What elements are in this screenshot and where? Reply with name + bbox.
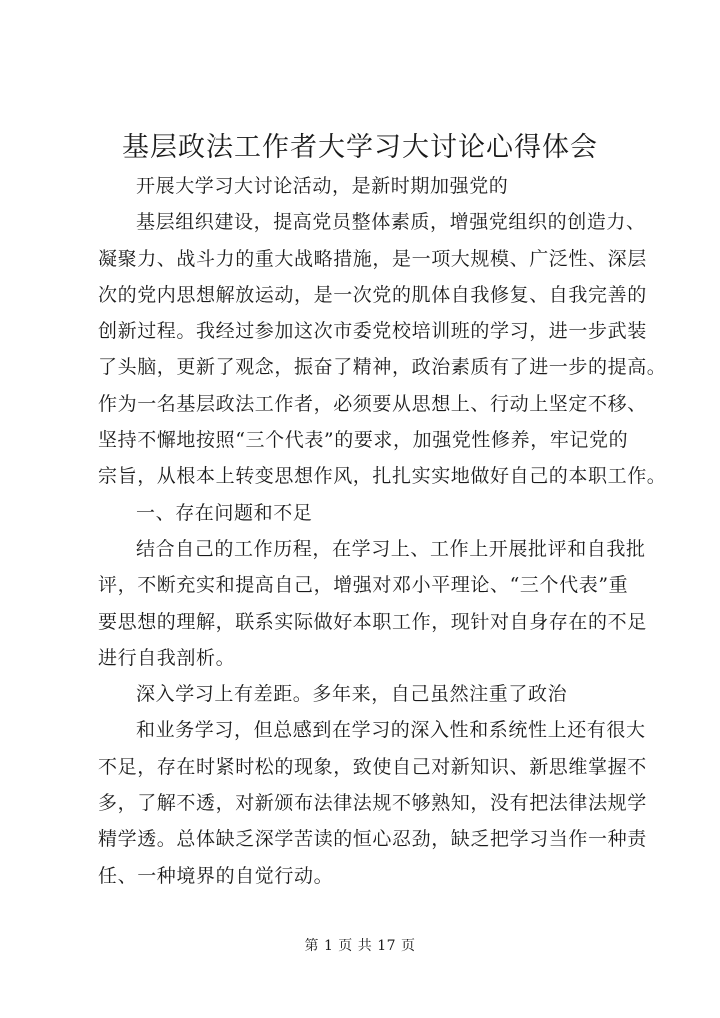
body-line: 创新过程。我经过参加这次市委党校培训班的学习，进一步武装: [98, 320, 647, 343]
body-line: 坚持不懈地按照“三个代表”的要求，加强党性修养，牢记党的: [98, 429, 629, 452]
page-footer: 第 1 页 共 17 页: [304, 938, 416, 954]
section-heading: 一、存在问题和不足: [136, 501, 313, 524]
body-line: 评，不断充实和提高自己，增强对邓小平理论、“三个代表”重: [98, 574, 629, 597]
body-line: 结合自己的工作历程，在学习上、工作上开展批评和自我批: [136, 537, 646, 560]
body-line: 宗旨，从根本上转变思想作风，扎扎实实地做好自己的本职工作。: [98, 465, 667, 488]
body-line: 多，了解不透，对新颁布法律法规不够熟知，没有把法律法规学: [98, 792, 647, 815]
body-line: 基层组织建设，提高党员整体素质，增强党组织的创造力、: [136, 211, 646, 234]
body-line: 次的党内思想解放运动，是一次党的肌体自我修复、自我完善的: [98, 283, 647, 306]
body-line: 任、一种境界的自觉行动。: [98, 864, 334, 887]
body-line: 开展大学习大讨论活动，是新时期加强党的: [136, 175, 509, 197]
document-body: [98, 168, 667, 894]
body-line: 不足，存在时紧时松的现象，致使自己对新知识、新思维掌握不: [98, 755, 647, 778]
body-line: 凝聚力、战斗力的重大战略措施，是一项大规模、广泛性、深层: [98, 247, 647, 270]
body-line: 要思想的理解，联系实际做好本职工作，现针对自身存在的不足: [98, 610, 647, 633]
document-title: 基层政法工作者大学习大讨论心得体会: [122, 132, 598, 163]
body-line: 进行自我剖析。: [98, 646, 236, 669]
body-line: 深入学习上有差距。多年来，自己虽然注重了政治: [136, 683, 568, 706]
body-line: 和业务学习，但总感到在学习的深入性和系统性上还有很大: [136, 719, 646, 742]
body-line: 精学透。总体缺乏深学苦读的恒心忍劲，缺乏把学习当作一种责: [98, 828, 647, 851]
body-line: 了头脑，更新了观念，振奋了精神，政治素质有了进一步的提高。: [98, 356, 667, 379]
body-line: 作为一名基层政法工作者，必须要从思想上、行动上坚定不移、: [98, 392, 647, 415]
